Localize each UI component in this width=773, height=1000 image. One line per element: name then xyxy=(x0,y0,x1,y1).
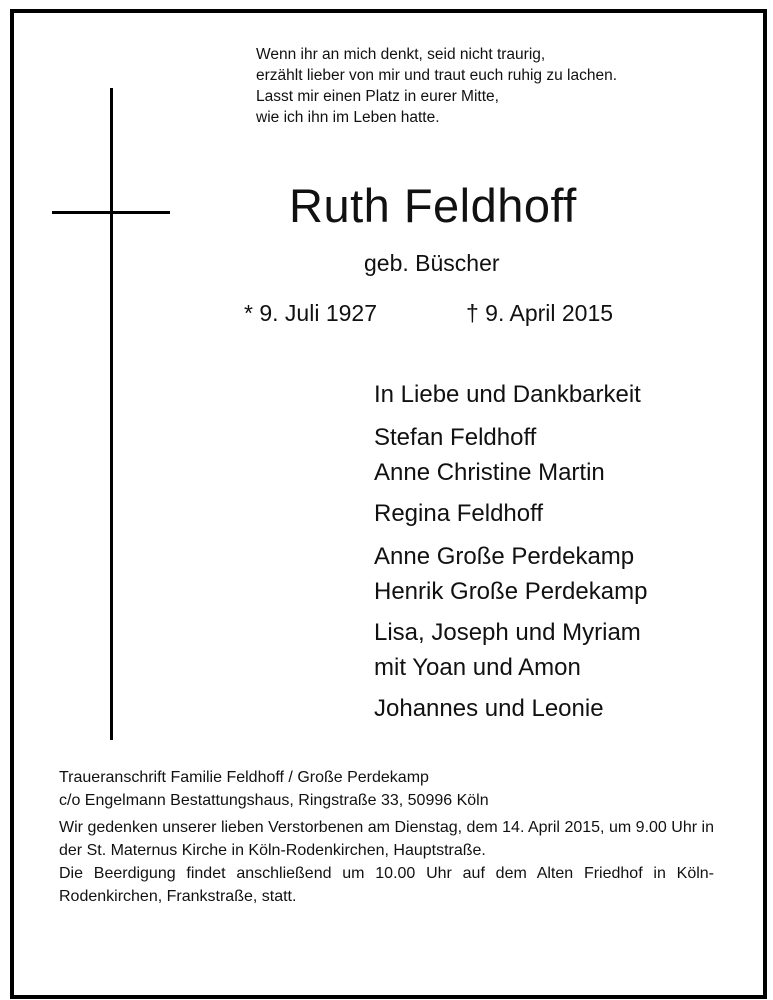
poem-line: erzählt lieber von mir und traut euch ruhig zu lachen. xyxy=(256,67,618,84)
footer xyxy=(59,766,714,908)
mourners-heading: In Liebe und Dankbarkeit xyxy=(374,381,641,408)
mourner-name: Stefan Feldhoff xyxy=(374,424,537,451)
death-date: † 9. April 2015 xyxy=(466,300,614,326)
service-notice: Wir gedenken unserer lieben Verstorbenen am Dienstag, dem 14. April 2015, um 9.00 Uhr in der St. Maternus Kirche in Köln-Rodenkirchen, Hauptstraße. xyxy=(59,819,714,859)
poem-line: wie ich ihn im Leben hatte. xyxy=(256,109,440,126)
deceased-name: Ruth Feldhoff xyxy=(289,179,577,232)
mourners-list xyxy=(374,377,647,726)
maiden-name: geb. Büscher xyxy=(364,250,500,276)
cross-icon-crossbar xyxy=(52,211,170,214)
mourner-name: Anne Christine Martin xyxy=(374,459,605,486)
mourner-name: Anne Große Perdekamp xyxy=(374,543,635,570)
mourner-name: mit Yoan und Amon xyxy=(374,654,581,681)
poem xyxy=(256,44,617,128)
mourner-name: Henrik Große Perdekamp xyxy=(374,578,648,605)
birth-date: * 9. Juli 1927 xyxy=(244,300,377,326)
mourner-name: Regina Feldhoff xyxy=(374,500,544,527)
poem-line: Lasst mir einen Platz in eurer Mitte, xyxy=(256,88,499,105)
mourner-name: Lisa, Joseph und Myriam xyxy=(374,619,641,646)
mourner-name: Johannes und Leonie xyxy=(374,695,604,722)
burial-notice: Die Beerdigung findet anschließend um 10.00 Uhr auf dem Alten Friedhof in Köln-Rodenkirchen, Frankstraße, statt. xyxy=(59,865,714,905)
mourning-address-co: c/o Engelmann Bestattungshaus, Ringstraße 33, 50996 Köln xyxy=(59,792,489,809)
mourning-address: Traueranschrift Familie Feldhoff / Große Perdekamp xyxy=(59,769,429,786)
poem-line: Wenn ihr an mich denkt, seid nicht traurig, xyxy=(256,46,546,63)
cross-icon xyxy=(110,88,113,740)
